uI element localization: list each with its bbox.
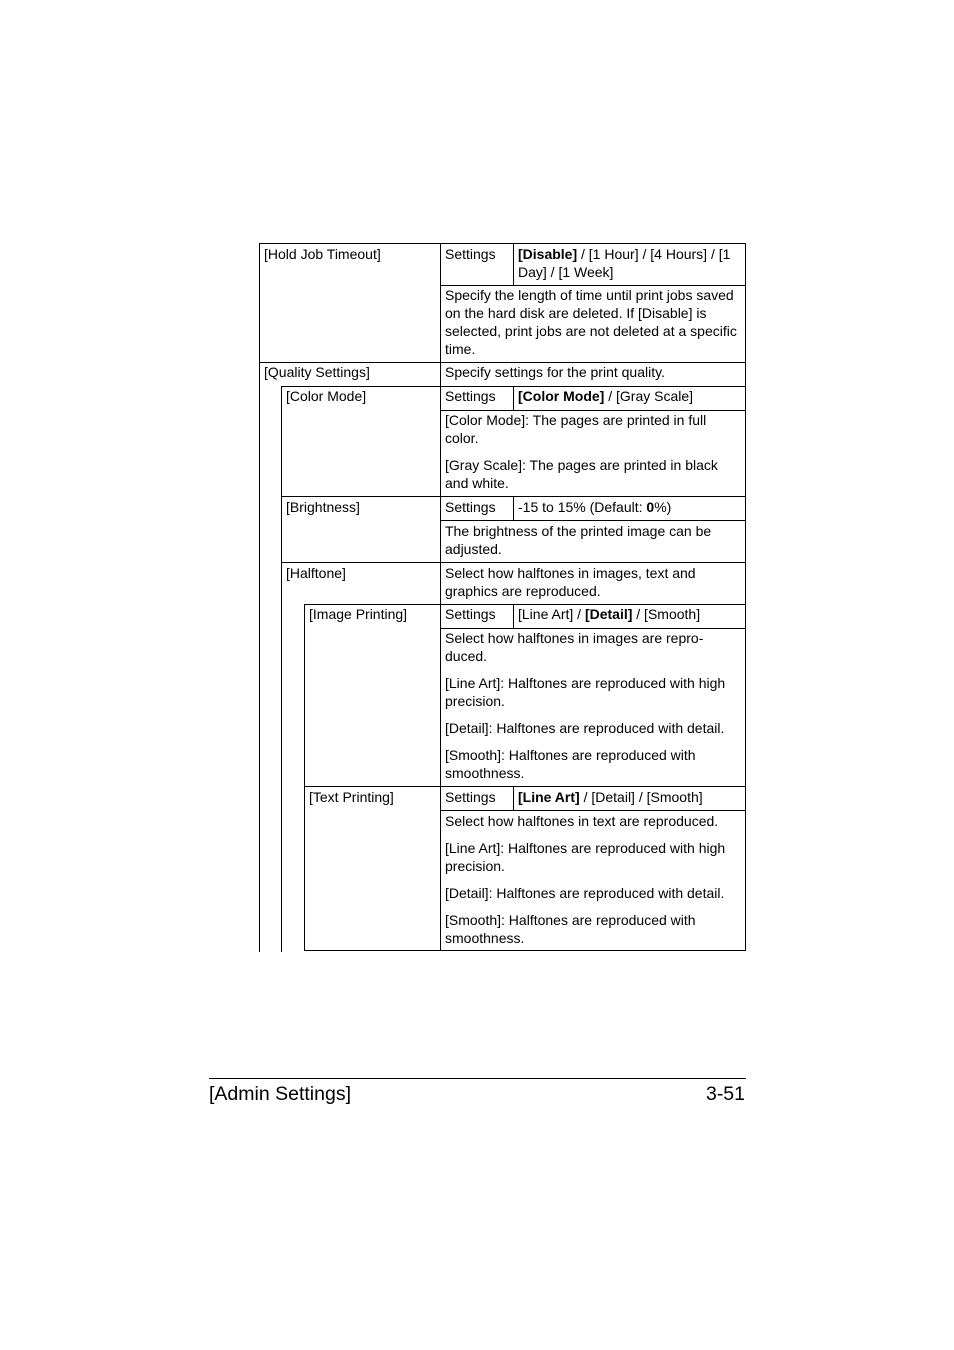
text-printing-line-art-desc: [Line Art]: Halftones are reproduced with high	[445, 840, 726, 856]
text-printing-smooth-desc: [Smooth]: Halftones are reproduced with	[445, 912, 696, 928]
text-printing-detail-desc: [Detail]: Halftones are reproduced with detail.	[445, 885, 725, 901]
halftone-name: [Halftone]	[286, 565, 346, 581]
image-printing-settings-label: Settings	[445, 606, 496, 622]
image-printing-line-art-desc: [Line Art]: Halftones are reproduced with high	[445, 675, 726, 691]
color-mode-desc-line: color.	[445, 430, 479, 446]
hold-job-desc-line: Specify the length of time until print jobs saved	[445, 287, 734, 303]
hold-job-default-option: [Disable]	[518, 246, 578, 262]
footer-rule	[209, 1078, 746, 1079]
hold-job-options-line-1: / [1 Hour] / [4 Hours] / [1	[577, 246, 731, 262]
text-printing-name: [Text Printing]	[309, 789, 394, 805]
color-mode-name: [Color Mode]	[286, 388, 367, 404]
image-printing-desc-line: Select how halftones in images are repro-	[445, 630, 704, 646]
brightness-desc-line: adjusted.	[445, 541, 502, 557]
gray-scale-desc-line: [Gray Scale]: The pages are printed in black	[445, 457, 718, 473]
hold-job-desc-line: time.	[445, 341, 476, 357]
halftone-desc-line: graphics are reproduced.	[445, 583, 601, 599]
brightness-settings-value	[518, 498, 671, 516]
image-printing-desc-line: duced.	[445, 648, 488, 664]
brightness-description	[445, 522, 711, 558]
hold-job-options-line-2: Day] / [1 Week]	[518, 264, 614, 280]
text-printing-desc-line: Select how halftones in text are reproduced.	[445, 813, 719, 829]
image-printing-option-smooth: / [Smooth]	[632, 606, 701, 622]
quality-settings-description: Specify settings for the print quality.	[445, 364, 665, 380]
brightness-settings-label: Settings	[445, 499, 496, 515]
brightness-range: -15 to 15% (Default:	[518, 499, 647, 515]
hold-job-description	[445, 286, 737, 358]
hold-job-settings-value	[518, 245, 730, 281]
brightness-desc-line: The brightness of the printed image can be	[445, 523, 712, 539]
brightness-name: [Brightness]	[286, 499, 360, 515]
hold-job-timeout-name: [Hold Job Timeout]	[264, 246, 381, 262]
color-mode-description	[445, 411, 718, 492]
quality-settings-name: [Quality Settings]	[264, 364, 370, 380]
text-printing-line-art-desc: precision.	[445, 858, 505, 874]
hold-job-settings-label: Settings	[445, 246, 496, 262]
footer-section-title: [Admin Settings]	[209, 1083, 351, 1105]
image-printing-detail-desc: [Detail]: Halftones are reproduced with detail.	[445, 720, 725, 736]
footer-page-number: 3-51	[705, 1083, 745, 1105]
image-printing-smooth-desc: [Smooth]: Halftones are reproduced with	[445, 747, 696, 763]
color-mode-other-options: / [Gray Scale]	[604, 388, 694, 404]
text-printing-default-option: [Line Art]	[518, 789, 580, 805]
text-printing-settings-value	[518, 788, 703, 806]
image-printing-default-option: [Detail]	[584, 606, 633, 622]
halftone-desc-line: Select how halftones in images, text and	[445, 565, 696, 581]
text-printing-settings-label: Settings	[445, 789, 496, 805]
hold-job-desc-line: on the hard disk are deleted. If [Disable] is	[445, 305, 707, 321]
brightness-default: 0	[646, 499, 655, 515]
text-printing-smooth-desc: smoothness.	[445, 930, 525, 946]
image-printing-settings-value	[518, 605, 700, 623]
image-printing-line-art-desc: precision.	[445, 693, 505, 709]
brightness-range-suffix: %)	[654, 499, 672, 515]
image-printing-smooth-desc: smoothness.	[445, 765, 525, 781]
hold-job-desc-line: selected, print jobs are not deleted at a specific	[445, 323, 737, 339]
color-mode-settings-value	[518, 387, 693, 405]
halftone-description	[445, 564, 696, 600]
image-printing-name: [Image Printing]	[309, 606, 408, 622]
color-mode-settings-label: Settings	[445, 388, 496, 404]
image-printing-option-line-art: [Line Art] /	[518, 606, 585, 622]
text-printing-description	[445, 812, 725, 947]
color-mode-default-option: [Color Mode]	[518, 388, 605, 404]
text-printing-other-options: / [Detail] / [Smooth]	[579, 789, 703, 805]
image-printing-description	[445, 629, 725, 782]
gray-scale-desc-line: and white.	[445, 475, 509, 491]
color-mode-desc-line: [Color Mode]: The pages are printed in full	[445, 412, 707, 428]
